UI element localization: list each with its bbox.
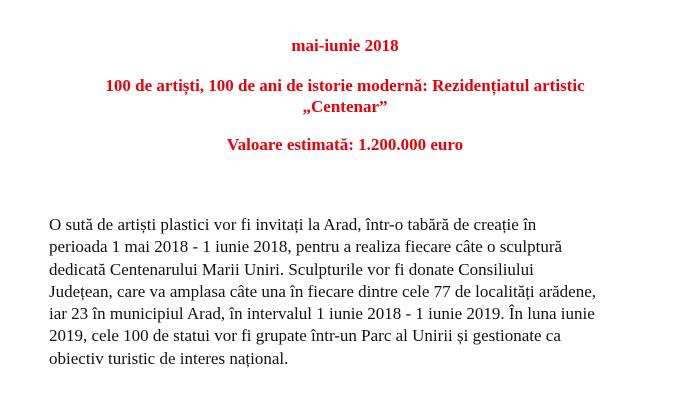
project-title <box>0 75 690 117</box>
paragraph-line: 2019, cele 100 de statui vor fi grupate într-un Parc al Unirii și gestionate ca <box>49 326 561 346</box>
date-heading: mai-iunie 2018 <box>291 36 399 55</box>
paragraph-line: iar 23 în municipiul Arad, în intervalul 1 iunie 2018 - 1 iunie 2019. În luna iunie <box>49 304 595 324</box>
paragraph-line: dedicată Centenarului Marii Uniri. Sculpturile vor fi donate Consiliului <box>49 259 534 279</box>
paragraph-line: perioada 1 mai 2018 - 1 iunie 2018, pentru a realiza fiecare câte o sculptură <box>49 237 563 257</box>
paragraph-line: Județean, care va amplasa câte una în fiecare dintre cele 77 de localități arădene, <box>49 281 596 301</box>
paragraph-line: O sută de artiști plastici vor fi invitați la Arad, într-o tabără de creație în <box>49 215 537 234</box>
description-paragraph <box>49 214 649 370</box>
project-title-line: 100 de artiști, 100 de ani de istorie modernă: Rezidențiatul artistic <box>105 76 585 95</box>
estimated-value: Valoare estimată: 1.200.000 euro <box>226 135 464 154</box>
project-title-line: „Centenar” <box>302 97 388 116</box>
paragraph-line: obiectiv turistic de interes național. <box>49 348 289 368</box>
